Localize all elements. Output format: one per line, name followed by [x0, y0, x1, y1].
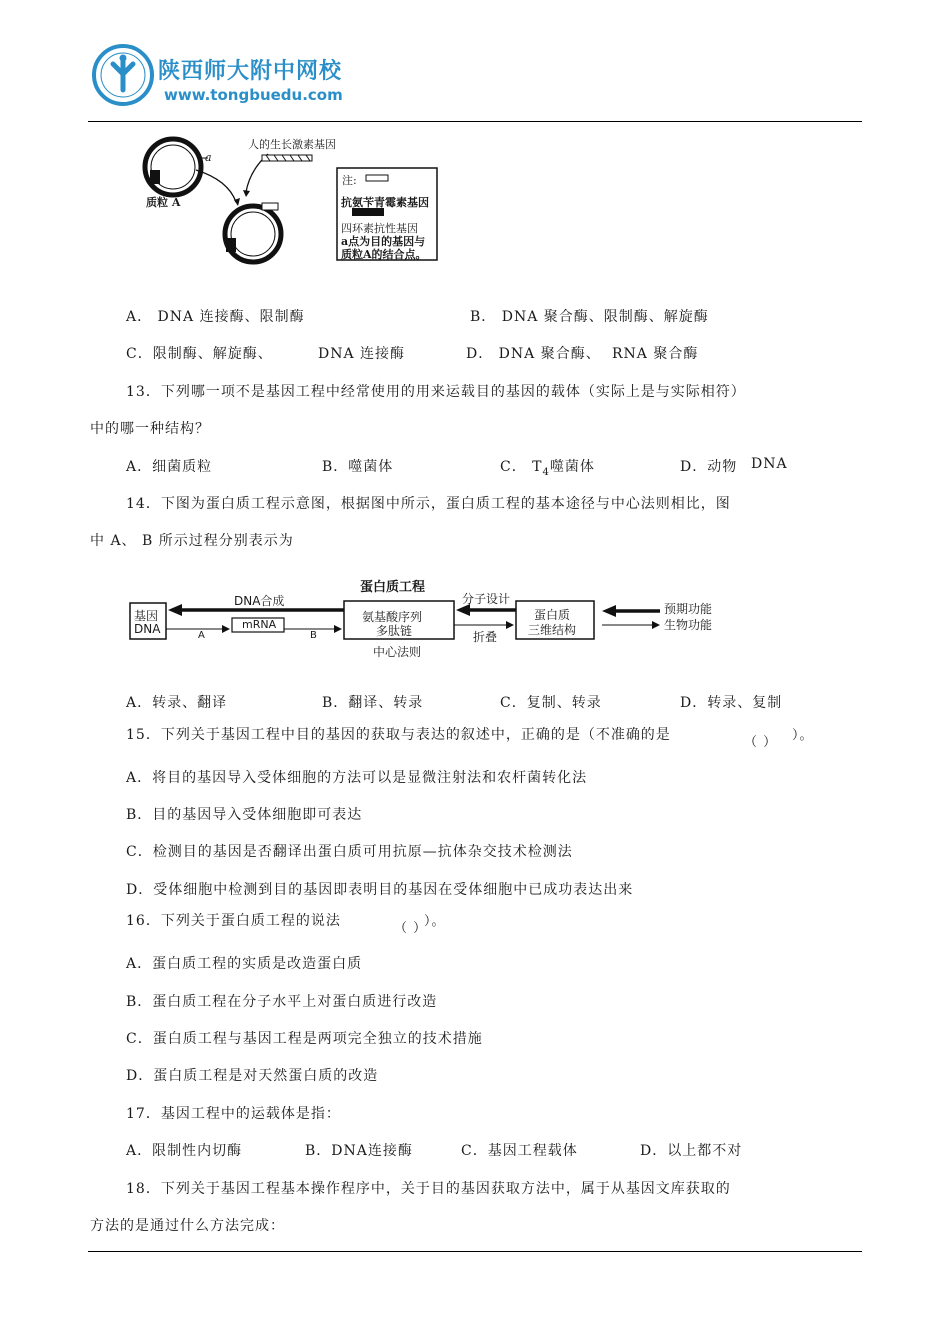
header-rule	[88, 121, 862, 122]
diagram-expected-2: 生物功能	[664, 618, 713, 632]
q13-option-d1: D．动物	[680, 459, 738, 475]
logo-url-text: www.tongbuedu.com	[164, 86, 343, 104]
q16-option-d: D．蛋白质工程是对天然蛋白质的改造	[126, 1068, 379, 1084]
legend-amp: 抗氨苄青霉素基因	[341, 196, 429, 209]
q17-option-b: B．DNA连接酶	[305, 1143, 413, 1159]
diagram-expected-1: 预期功能	[664, 602, 713, 616]
q15-option-a: A．将目的基因导入受体细胞的方法可以是显微注射法和农杆菌转化法	[126, 770, 588, 786]
q14-option-c: C．复制、转录	[500, 695, 602, 711]
q17-option-c: C．基因工程载体	[461, 1143, 578, 1159]
diagram-title: 蛋白质工程	[360, 580, 426, 595]
q16-bracket-2: ）。	[424, 914, 446, 929]
diagram-label-b: B	[310, 630, 317, 641]
q15-option-c: C．检测目的基因是否翻译出蛋白质可用抗原—抗体杂交技术检测法	[126, 844, 573, 860]
q15-bracket-1: （ ）	[744, 735, 778, 750]
footer-rule	[88, 1251, 862, 1252]
q15-stem: 15．下列关于基因工程中目的基因的获取与表达的叙述中，正确的是（不准确的是	[126, 727, 671, 743]
q14-option-d: D．转录、复制	[680, 695, 783, 711]
plasmid-a-point-label: a	[205, 151, 212, 164]
q17-stem: 17．基因工程中的运载体是指：	[126, 1106, 341, 1122]
q12-option-b: B． DNA 聚合酶、限制酶、解旋酶	[470, 309, 709, 325]
logo	[92, 44, 352, 108]
q12-option-a: A． DNA 连接酶、限制酶	[126, 309, 305, 325]
q16-option-b: B．蛋白质工程在分子水平上对蛋白质进行改造	[126, 994, 438, 1010]
diagram-protein-2: 三维结构	[528, 623, 577, 637]
diagram-molecular-design: 分子设计	[462, 592, 511, 606]
diagram-mrna: mRNA	[242, 618, 277, 631]
q15-option-b: B．目的基因导入受体细胞即可表达	[126, 807, 363, 823]
diagram-protein-1: 蛋白质	[534, 608, 571, 622]
legend-tet: 四环素抗性基因	[341, 222, 418, 235]
plasmid-a-label: 质粒 A	[146, 196, 181, 209]
q12-option-d1: D． DNA 聚合酶、	[466, 346, 601, 362]
q16-stem: 16．下列关于蛋白质工程的说法	[126, 913, 341, 929]
legend-note: 注:	[342, 174, 357, 187]
q13-option-d2: DNA	[751, 456, 788, 472]
q13-option-c-pre: C． T	[500, 459, 543, 475]
q16-bracket-1: （ ）	[394, 921, 428, 936]
q13-option-c-sub: 4	[542, 466, 550, 478]
plasmid-a-ring	[145, 139, 201, 195]
q14-option-a: A．转录、翻译	[126, 695, 228, 711]
q13-line1: 13．下列哪一项不是基因工程中经常使用的用来运载目的基因的载体（实际上是与实际相符）	[126, 384, 746, 400]
recombinant-plasmid-ring	[225, 206, 281, 262]
diagram-amino-2: 多肽链	[376, 624, 413, 638]
q13-option-b: B．噬菌体	[322, 459, 394, 475]
q16-option-c: C．蛋白质工程与基因工程是两项完全独立的技术措施	[126, 1031, 483, 1047]
q13-option-c-post: 噬菌体	[549, 459, 595, 475]
q12-option-c2: DNA 连接酶	[318, 346, 406, 362]
q12-option-c1: C．限制酶、解旋酶、	[126, 346, 273, 362]
q15-bracket-2: ）。	[792, 728, 814, 743]
q13-line2: 中的哪一种结构？	[90, 421, 210, 437]
diagram-dna-synthesis: DNA合成	[234, 594, 285, 608]
diagram-gene-1: 基因	[134, 609, 159, 623]
legend-point-1: a点为目的基因与	[341, 235, 426, 248]
q18-line2: 方法的是通过什么方法完成：	[90, 1218, 285, 1234]
q18-line1: 18．下列关于基因工程基本操作程序中，关于目的基因获取方法中，属于从基因文库获取的	[126, 1181, 731, 1197]
diagram-folding: 折叠	[473, 630, 498, 644]
logo-cn-text: 陕西师大附中网校	[158, 58, 343, 84]
logo-emblem-icon	[92, 44, 154, 106]
q14-line2: 中 A、 B 所示过程分别表示为	[90, 533, 294, 549]
q17-option-a: A．限制性内切酶	[126, 1143, 243, 1159]
q17-option-d: D．以上都不对	[640, 1143, 743, 1159]
q14-option-b: B．翻译、转录	[322, 695, 424, 711]
diagram-label-a: A	[198, 630, 205, 641]
q14-line1: 14．下图为蛋白质工程示意图，根据图中所示，蛋白质工程的基本途径与中心法则相比，图	[126, 496, 731, 512]
q13-option-a: A．细菌质粒	[126, 459, 213, 475]
q15-option-d: D．受体细胞中检测到目的基因即表明目的基因在受体细胞中已成功表达出来	[126, 882, 634, 898]
legend-point-2: 质粒A的结合点。	[341, 248, 427, 261]
q12-option-d2: RNA 聚合酶	[612, 346, 699, 362]
q16-option-a: A．蛋白质工程的实质是改造蛋白质	[126, 956, 363, 972]
diagram-gene-2: DNA	[134, 622, 161, 636]
plasmid-gene-label: 人的生长激素基因	[248, 138, 336, 151]
q13-option-c	[500, 456, 595, 478]
diagram-amino-1: 氨基酸序列	[362, 610, 423, 624]
diagram-central-dogma: 中心法则	[373, 645, 422, 659]
